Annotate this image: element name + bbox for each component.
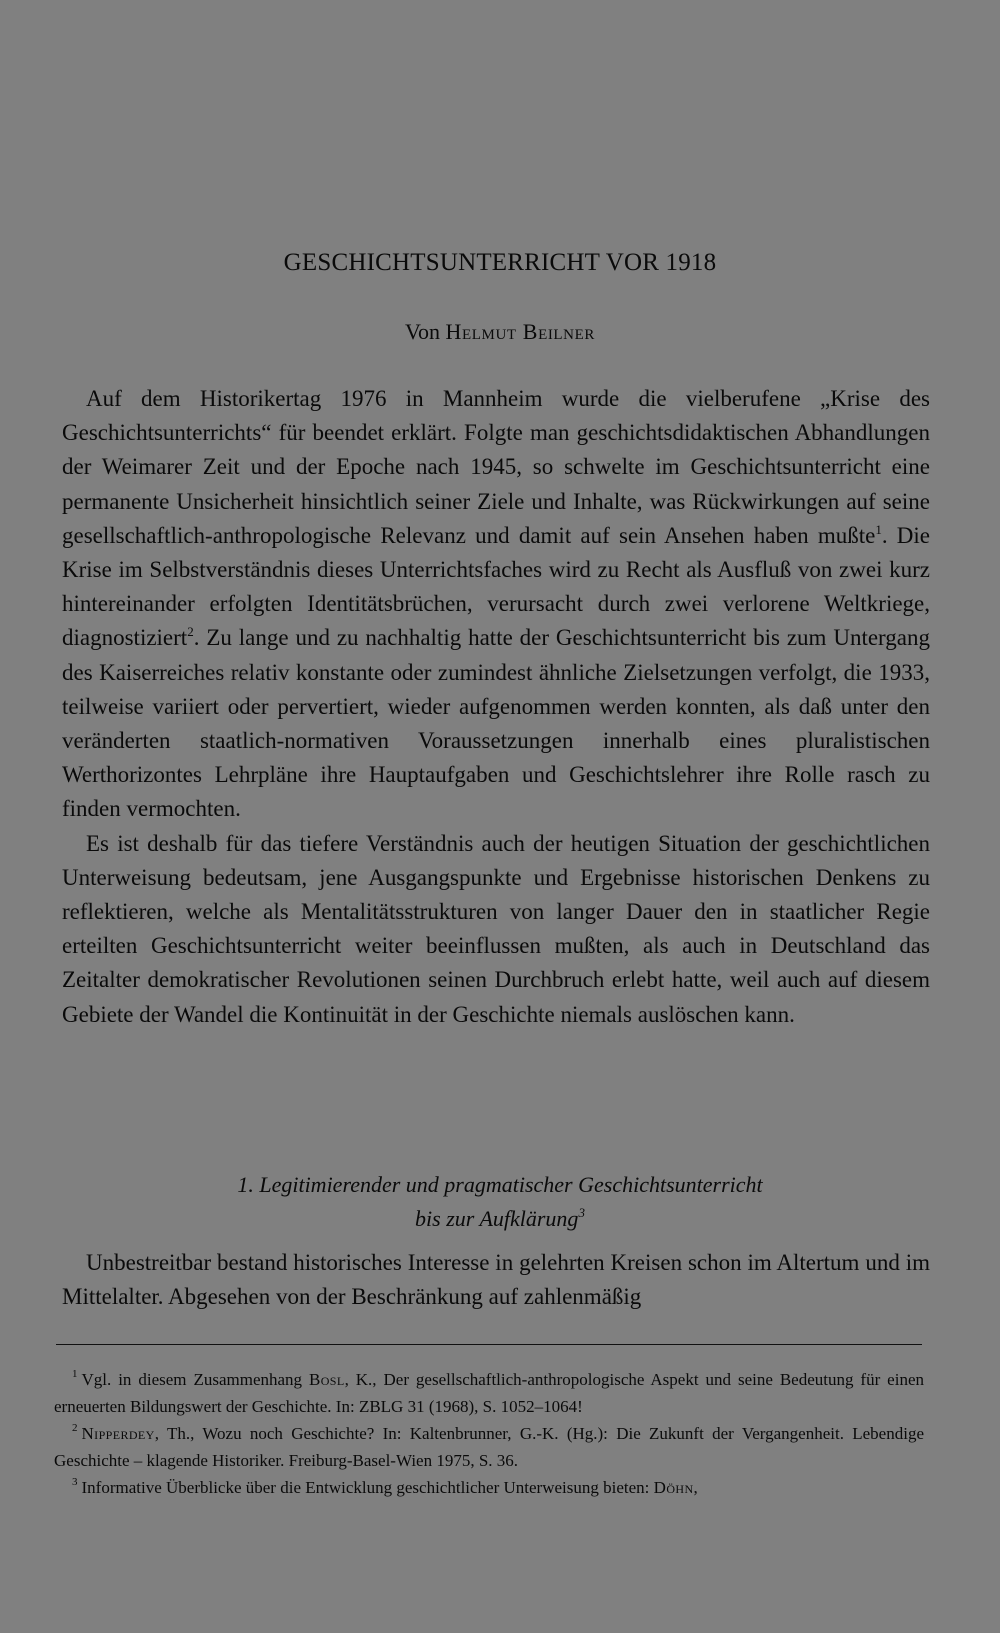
footnote-ref-3: 3 <box>578 1205 585 1220</box>
footnote-1-author: Bosl <box>308 1370 345 1389</box>
footnote-3 <box>54 1474 924 1501</box>
footnote-3-number: 3 <box>72 1476 78 1488</box>
footnote-3-pre: Informative Überblicke über die Entwicklung geschichtlicher Unterweisung bieten: <box>81 1478 654 1497</box>
section-1-heading-line-2-text: bis zur Aufklärung <box>415 1206 579 1231</box>
footnote-divider <box>56 1344 922 1345</box>
paragraph-1-part-a: Auf dem Historikertag 1976 in Mannheim wurde die vielberufene „Krise des Geschichtsunterrichts“ für beendet erklärt. Folgte man geschichtsdidaktischen Abhandlungen der Weimarer Zeit und der Epoche nach 1945, so schwelte im Geschichtsunterricht eine permanente Unsicherheit hinsichtlich seiner Ziele und Inhalte, was Rückwirkungen auf seine gesellschaftlich-anthropologische Relevanz und damit auf sein Ansehen haben mußte <box>62 386 930 548</box>
article-title: GESCHICHTSUNTERRICHT VOR 1918 <box>283 249 717 276</box>
section-1-heading-line-1: 1. Legitimierender und pragmatischer Geschichtsunterricht <box>237 1172 763 1197</box>
intro-text <box>62 382 930 1032</box>
footnote-2 <box>54 1420 924 1474</box>
footnote-2-post: , Th., Wozu noch Geschichte? In: Kaltenbrunner, G.-K. (Hg.): Die Zukunft der Vergangenheit. Lebendige Geschichte – klagende Historiker. Freiburg-Basel-Wien 1975, S. 36. <box>54 1424 924 1470</box>
footnote-ref-2: 2 <box>187 624 194 640</box>
footnote-3-post: , <box>693 1478 698 1497</box>
footnote-1 <box>54 1366 924 1420</box>
section-1-heading-line-2 <box>0 1202 1000 1236</box>
footnote-1-pre: Vgl. in diesem Zusammenhang <box>81 1370 309 1389</box>
paragraph-1-part-c: . Zu lange und zu nachhaltig hatte der Geschichtsunterricht bis zum Untergang des Kaiserreiches relativ konstante oder zumindest ähnliche Zielsetzungen verfolgt, die 1933, teilweise variiert oder pervertiert, wieder aufgenommen werden konnten, als daß unter den veränderten staatlich-normativen Voraussetzungen innerhalb eines pluralistischen Werthorizontes Lehrpläne ihre Hauptaufgaben und Geschichtslehrer ihre Rolle rasch zu finden vermochten. <box>62 625 930 822</box>
footnotes <box>54 1366 924 1501</box>
footnote-ref-1: 1 <box>875 521 882 537</box>
footnote-1-number: 1 <box>72 1368 78 1380</box>
section-1-heading <box>0 1168 1000 1236</box>
author-prefix: Von <box>404 319 441 344</box>
author-name: Helmut Beilner <box>445 319 595 344</box>
footnote-2-number: 2 <box>72 1422 78 1434</box>
paragraph-1-part-b: . Die Krise im Selbstverständnis dieses Unterrichtsfaches wird zu Recht als Ausfluß von zwei kurz hintereinander erfolgten Identitätsbrüchen, verursacht durch zwei verlorene Weltkriege, diagnostiziert <box>62 522 931 651</box>
section-1-paragraph: Unbestreitbar bestand historisches Interesse in gelehrten Kreisen schon im Altertum und im Mittelalter. Abgesehen von der Beschränkung auf zahlenmäßig <box>62 1250 930 1310</box>
footnote-2-author: Nipperdey <box>81 1424 155 1443</box>
paragraph-2: Es ist deshalb für das tiefere Verständnis auch der heutigen Situation der geschichtlichen Unterweisung bedeutsam, jene Ausgangspunkte und Ergebnisse historischen Denkens zu reflektieren, welche als Mentalitätsstrukturen von langer Dauer den in staatlicher Regie erteilten Geschichtsunterricht weiter beeinflussen mußten, als auch in Deutschland das Zeitalter demokratischer Revolutionen seinen Durchbruch erlebt hatte, weil auch auf diesem Gebiete der Wandel die Kontinuität in der Geschichte niemals auslöschen kann. <box>62 830 930 1027</box>
author-line <box>0 318 1000 346</box>
footnote-1-post: , K., Der gesellschaftlich-anthropologische Aspekt und seine Bedeutung für einen erneuerten Bildungswert der Geschichte. In: ZBLG 31 (1968), S. 1052–1064! <box>54 1370 924 1416</box>
footnote-3-author: Döhn <box>653 1478 694 1497</box>
section-1-text <box>62 1246 930 1314</box>
paragraph-1 <box>62 382 930 827</box>
